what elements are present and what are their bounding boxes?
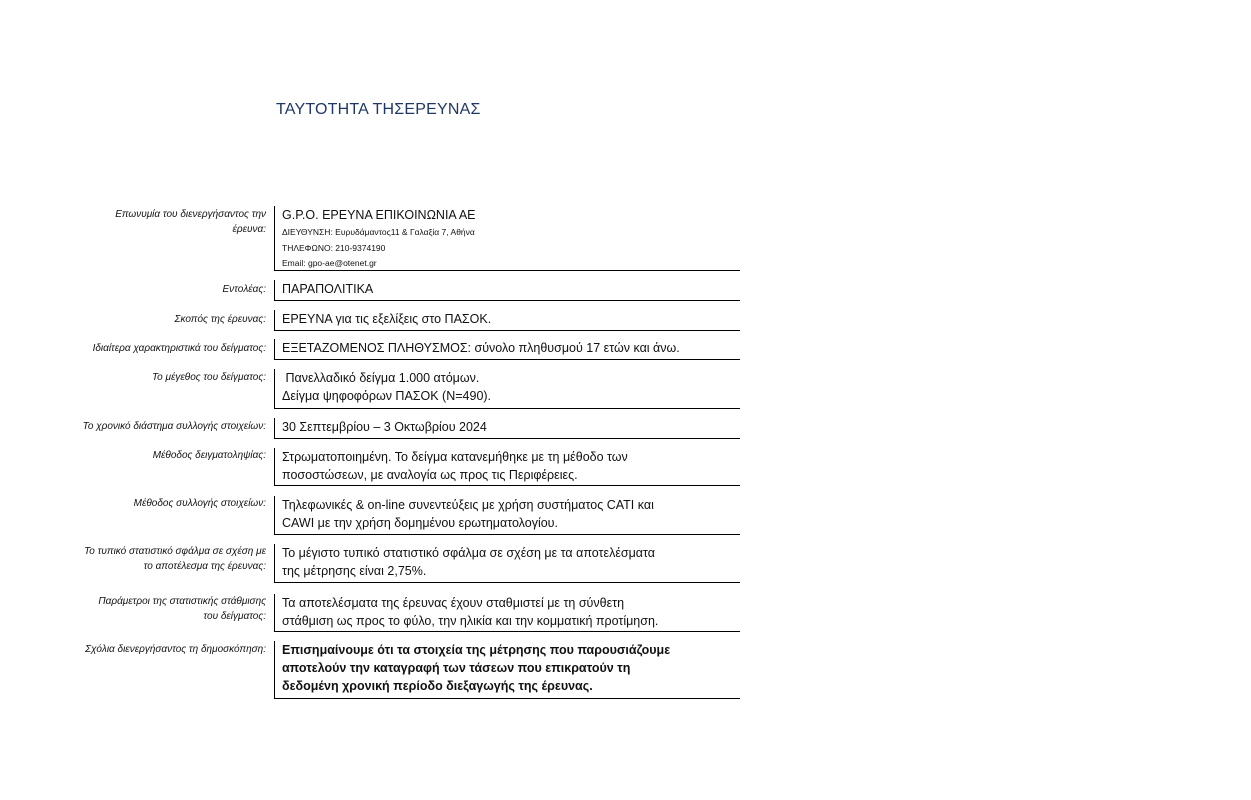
client-label: Εντολέας: [222, 284, 266, 295]
purpose-label: Σκοπός της έρευνας: [174, 314, 266, 325]
sampling-method-label: Μέθοδος δειγματοληψίας: [152, 450, 266, 461]
statistical-error-label: Το τυπικό στατιστικό σφάλμα σε σχέση με το αποτέλεσμα της έρευνας: [84, 546, 266, 572]
weighting-label: Παράμετροι της στατιστικής στάθμισης του δείγματος: [98, 596, 266, 622]
purpose-value: ΕΡΕΥΝΑ για τις εξελίξεις στο ΠΑΣΟΚ. [274, 310, 740, 331]
client-value: ΠΑΡΑΠΟΛΙΤΙΚΑ [274, 280, 740, 301]
weighting-value: Τα αποτελέσματα της έρευνας έχουν σταθμιστεί με τη σύνθετη στάθμιση ως προς το φύλο, την ηλικία και την κομματική προτίμηση. [274, 594, 740, 632]
statistical-error-value: Το μέγιστο τυπικό στατιστικό σφάλμα σε σχέση με τα αποτελέσματα της μέτρησης είναι 2,75%. [274, 544, 740, 583]
page-title: ΤΑΥΤΟΤΗΤΑ ΤΗΣΕΡΕΥΝΑΣ [276, 101, 481, 118]
collection-period-value: 30 Σεπτεμβρίου – 3 Οκτωβρίου 2024 [274, 418, 740, 439]
company-address: ΔΙΕΥΘΥΝΣΗ: Ευρυδάμαντος11 & Γαλαξία 7, Αθήνα [282, 227, 475, 237]
sample-size-label: Το μέγεθος του δείγματος: [151, 372, 266, 383]
collection-period-label: Το χρονικό διάστημα συλλογής στοιχείων: [82, 421, 266, 432]
comments-label: Σχόλια διενεργήσαντος τη δημοσκόπηση: [85, 644, 266, 655]
collection-method-label: Μέθοδος συλλογής στοιχείων: [133, 498, 266, 509]
company-email: Email: gpo-ae@otenet.gr [282, 258, 377, 268]
sample-characteristics-value: ΕΞΕΤΑΖΟΜΕΝΟΣ ΠΛΗΘΥΣΜΟΣ: σύνολο πληθυσμού 17 ετών και άνω. [274, 339, 740, 360]
company-phone: ΤΗΛΕΦΩΝΟ: 210-9374190 [282, 242, 386, 253]
sampling-method-value: Στρωματοποιημένη. Το δείγμα κατανεμήθηκε με τη μέθοδο των ποσοστώσεων, με αναλογία ως προς τις Περιφέρειες. [274, 448, 740, 486]
company-name: G.P.O. ΕΡΕΥΝΑ ΕΠΙΚΟΙΝΩΝΙΑ ΑΕ [282, 208, 476, 222]
company-label: Επωνυμία του διενεργήσαντος την έρευνα: [115, 209, 266, 235]
sample-size-value: Πανελλαδικό δείγμα 1.000 ατόμων. Δείγμα ψηφοφόρων ΠΑΣΟΚ (Ν=490). [274, 369, 740, 409]
collection-method-value: Τηλεφωνικές & on-line συνεντεύξεις με χρήση συστήματος CATI και CAWI με την χρήση δομημένου ερωτηματολογίου. [274, 496, 740, 535]
comments-value: Επισημαίνουμε ότι τα στοιχεία της μέτρησης που παρουσιάζουμε αποτελούν την καταγραφή των τάσεων που επικρατούν τη δεδομένη χρονική περίοδο διεξαγωγής της έρευνας. [274, 641, 740, 699]
company-value [274, 206, 740, 271]
sample-characteristics-label: Ιδιαίτερα χαρακτηριστικά του δείγματος: [92, 343, 266, 354]
